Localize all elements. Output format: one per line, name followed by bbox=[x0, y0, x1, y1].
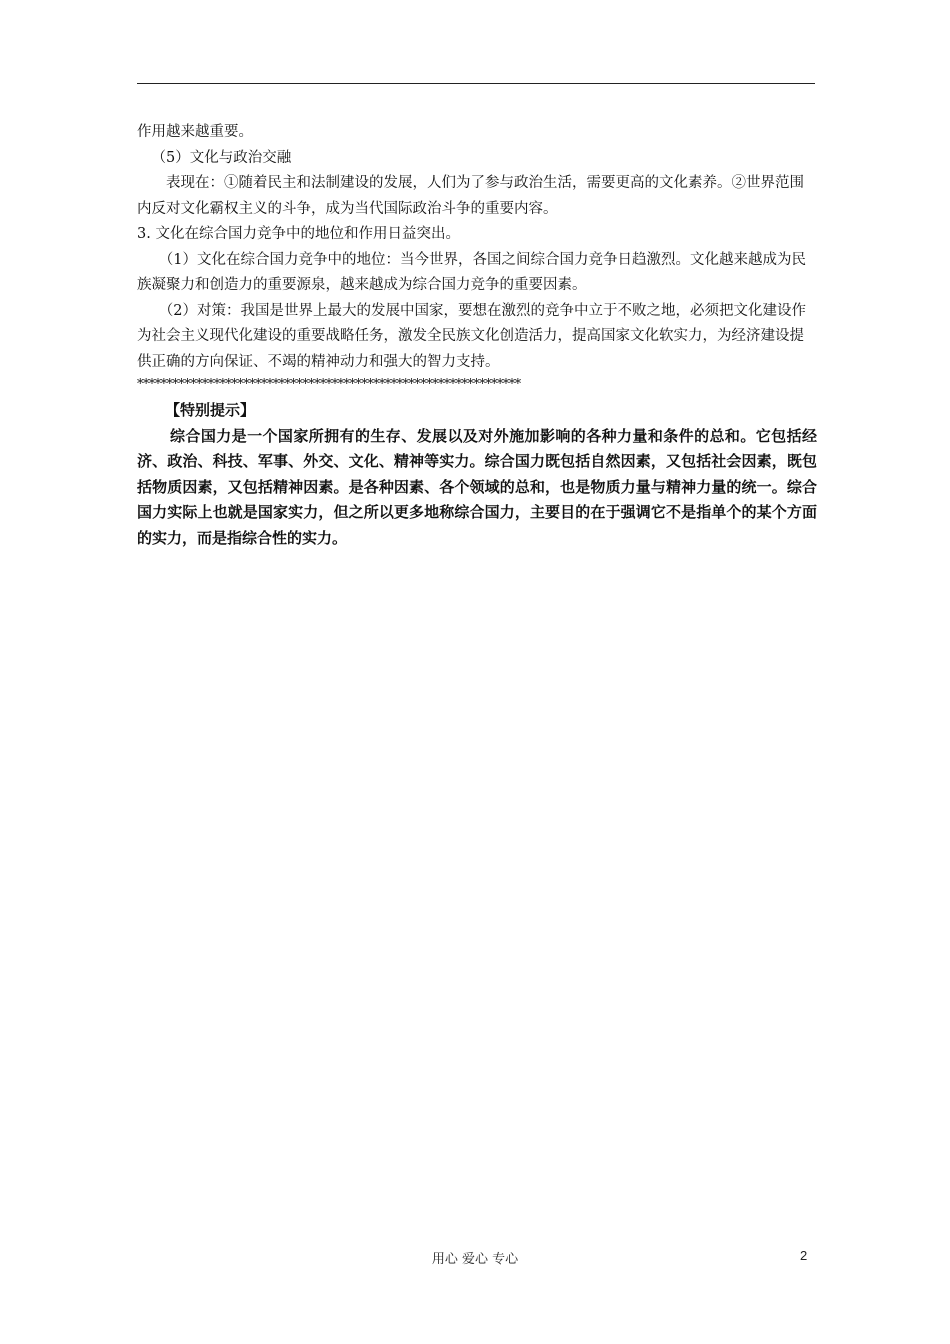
heading-section-3: 3. 文化在综合国力竞争中的地位和作用日益突出。 bbox=[137, 226, 460, 242]
paragraph-countermeasure: （2）对策：我国是世界上最大的发展中国家，要想在激烈的竞争中立于不败之地，必须把文化建设作为社会主义现代化建设的重要战略任务，激发全民族文化创造活力，提高国家文化软实力，为经济建设提供正确的方向保证、不竭的精神动力和强大的智力支持。 bbox=[137, 302, 806, 370]
document-body bbox=[137, 120, 815, 375]
heading-culture-politics: （5）文化与政治交融 bbox=[151, 149, 292, 166]
separator-line: ***************************************************************** bbox=[137, 377, 521, 392]
paragraph-continuation: 作用越来越重要。 bbox=[137, 124, 253, 140]
footer-slogan: 用心 爱心 专心 bbox=[431, 1252, 519, 1267]
special-tip-box bbox=[137, 398, 817, 551]
tip-body: 综合国力是一个国家所拥有的生存、发展以及对外施加影响的各种力量和条件的总和。它包括经济、政治、科技、军事、外交、文化、精神等实力。综合国力既包括自然因素，又包括社会因素，既包括物质因素，又包括精神因素。是各种因素、各个领域的总和，也是物质力量与精神力量的统一。综合国力实际上也就是国家实力，但之所以更多地称综合国力，主要目的在于强调它不是指单个的某个方面的实力，而是指综合性的实力。 bbox=[137, 426, 817, 547]
page-number: 2 bbox=[800, 1248, 808, 1263]
tip-title: 【特别提示】 bbox=[165, 401, 256, 419]
paragraph-manifestation: 表现在：①随着民主和法制建设的发展，人们为了参与政治生活，需要更高的文化素养。②世界范围内反对文化霸权主义的斗争，成为当代国际政治斗争的重要内容。 bbox=[137, 175, 804, 217]
header-rule bbox=[137, 83, 815, 84]
paragraph-status: （1）文化在综合国力竞争中的地位：当今世界，各国之间综合国力竞争日趋激烈。文化越来越成为民族凝聚力和创造力的重要源泉，越来越成为综合国力竞争的重要因素。 bbox=[137, 251, 806, 293]
